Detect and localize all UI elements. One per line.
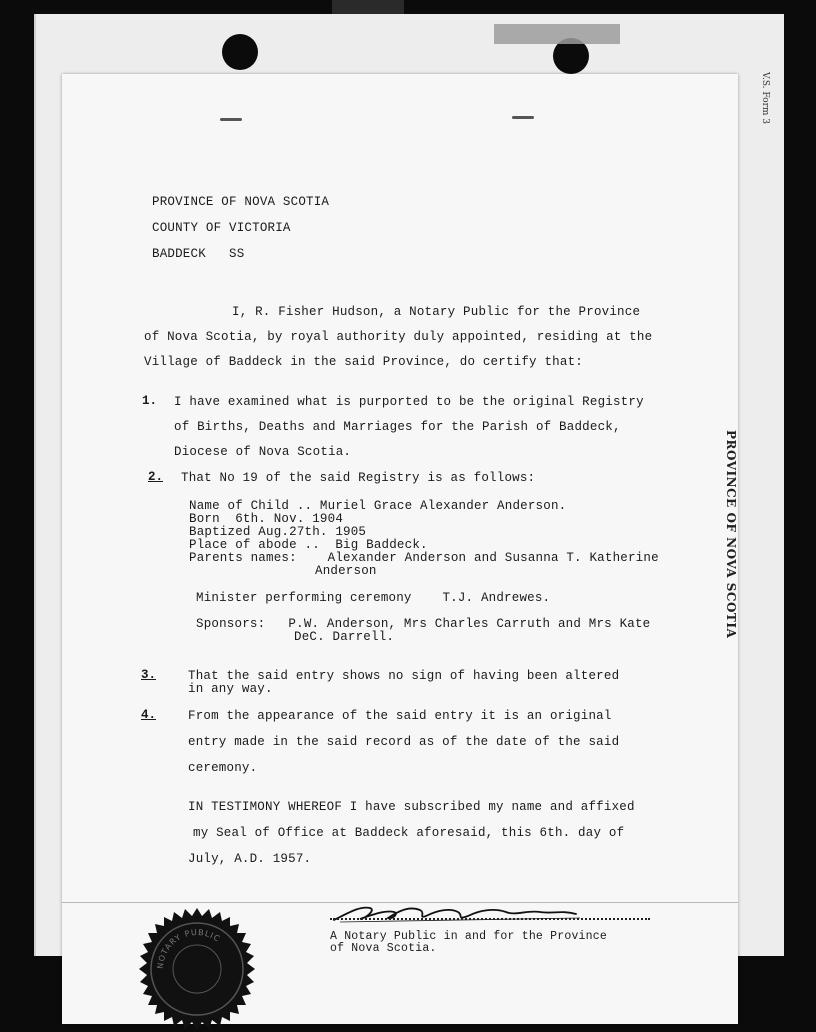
header-province: PROVINCE OF NOVA SCOTIA [152, 195, 330, 209]
item-number-4: 4. [141, 708, 157, 722]
item-number-1: 1. [142, 394, 158, 408]
tape-strip [494, 24, 620, 44]
intro-line-1: I, R. Fisher Hudson, a Notary Public for the Province [232, 305, 641, 319]
item-2-text: That No 19 of the said Registry is as follows: [181, 471, 536, 485]
registry-born: Born 6th. Nov. 1904 [189, 512, 344, 526]
staple-left [220, 118, 242, 121]
signature-line [330, 918, 650, 920]
registry-baptized: Baptized Aug.27th. 1905 [189, 525, 367, 539]
item-3-line-1: That the said entry shows no sign of having been altered [188, 669, 620, 683]
item-1-line-3: Diocese of Nova Scotia. [174, 445, 352, 459]
form-number: V.S. Form 3 [760, 72, 770, 124]
testimony-line-3: July, A.D. 1957. [188, 852, 312, 866]
signature-icon [330, 902, 590, 924]
registry-minister: Minister performing ceremony T.J. Andrewes. [196, 591, 551, 605]
registry-sponsors-cont: DeC. Darrell. [294, 630, 395, 644]
signature-caption-2: of Nova Scotia. [330, 942, 437, 955]
item-1-line-2: of Births, Deaths and Marriages for the Parish of Baddeck, [174, 420, 621, 434]
item-4-line-1: From the appearance of the said entry it is an original [188, 709, 612, 723]
registry-sponsors: Sponsors: P.W. Anderson, Mrs Charles Carruth and Mrs Kate [196, 617, 651, 631]
item-1-line-1: I have examined what is purported to be the original Registry [174, 395, 644, 409]
seal-text: NOTARY PUBLIC [155, 927, 223, 970]
notary-seal-icon [134, 906, 260, 1032]
staple-right [512, 116, 534, 119]
testimony-line-1: IN TESTIMONY WHEREOF I have subscribed my name and affixed [188, 800, 635, 814]
item-3-line-2: in any way. [188, 682, 273, 696]
header-baddeck: BADDECK SS [152, 247, 245, 261]
registry-child-name: Name of Child .. Muriel Grace Alexander Anderson. [189, 499, 567, 513]
punch-hole-left [222, 34, 258, 70]
item-number-2: 2. [148, 470, 164, 484]
item-4-line-3: ceremony. [188, 761, 258, 775]
testimony-line-2: my Seal of Office at Baddeck aforesaid, this 6th. day of [193, 826, 625, 840]
signature-caption-1: A Notary Public in and for the Province [330, 930, 607, 943]
registry-parents-cont: Anderson [315, 564, 377, 578]
intro-line-3: Village of Baddeck in the said Province, do certify that: [144, 355, 583, 369]
header-county: COUNTY OF VICTORIA [152, 221, 291, 235]
intro-line-2: of Nova Scotia, by royal authority duly appointed, residing at the [144, 330, 653, 344]
item-number-3: 3. [141, 668, 157, 682]
side-title: PROVINCE OF NOVA SCOTIA [724, 430, 738, 639]
registry-parents: Parents names: Alexander Anderson and Susanna T. Katherine [189, 551, 659, 565]
item-4-line-2: entry made in the said record as of the date of the said [188, 735, 620, 749]
registry-abode: Place of abode .. Big Baddeck. [189, 538, 428, 552]
